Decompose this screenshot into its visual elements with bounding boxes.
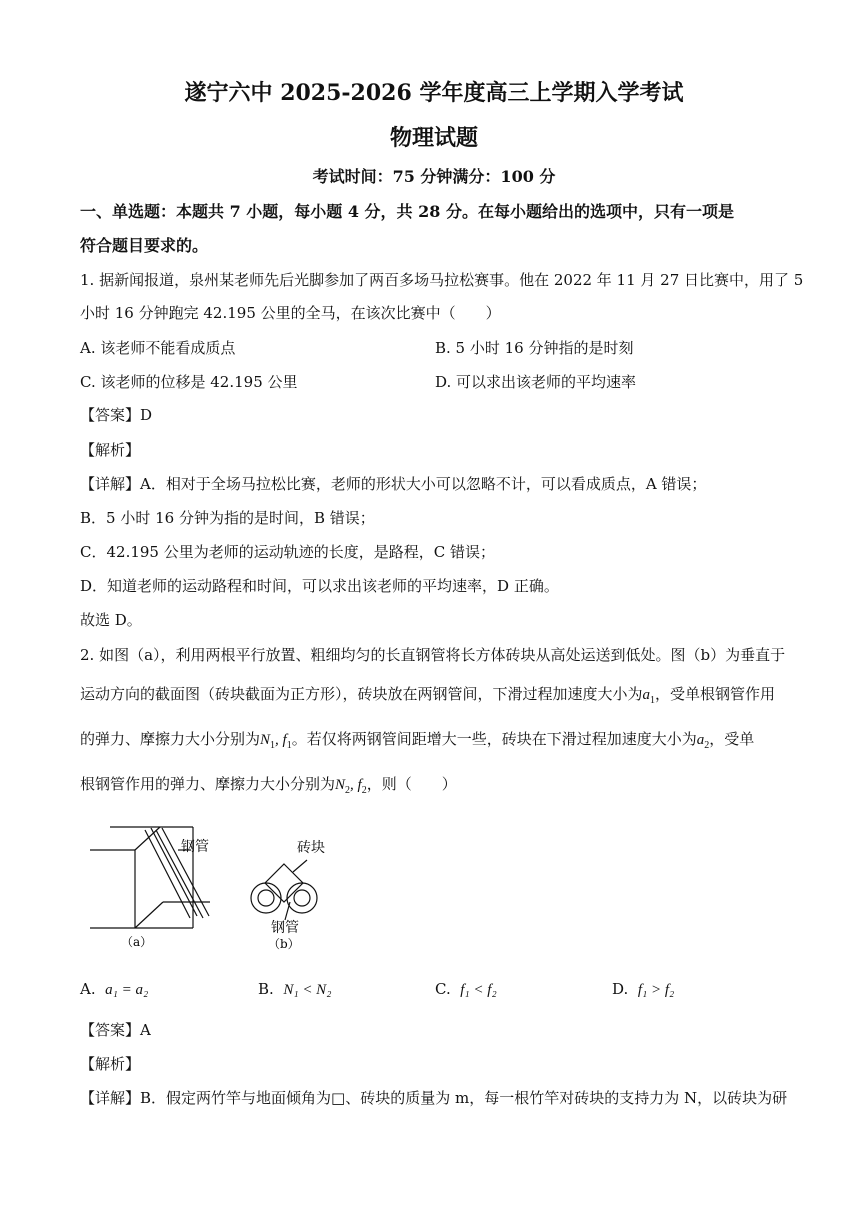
- q2-option-c: C. f₁ < f₂: [435, 980, 497, 998]
- q2-stem: 2. 如图（a），利用两根平行放置、粗细均匀的长直钢管将长方体砖块从高处运送到低处。图（b）为垂直于: [80, 646, 786, 664]
- exam-title: 遂宁六中 2025-2026 学年度高三上学期入学考试: [184, 80, 684, 106]
- q2-option-b: B. N₁ < N₂: [258, 980, 332, 998]
- q1-detail-d: D．知道老师的运动路程和时间，可以求出该老师的平均速率，D 正确。: [80, 577, 559, 595]
- q2-answer: 【答案】A: [80, 1021, 151, 1039]
- figure-b-label-bottom: 钢管: [271, 920, 299, 936]
- q2-stem-text: 的弹力、摩擦力大小分别为: [80, 730, 261, 748]
- q1-option-c: C. 该老师的位移是 42.195 公里: [80, 373, 298, 391]
- q2-stem-line2: [80, 683, 775, 706]
- subject-title: 物理试题: [389, 125, 478, 151]
- figure-b-caption: （b）: [268, 937, 300, 951]
- figure-b-drawing: [251, 860, 317, 920]
- q2-stem-text: ，受单: [709, 730, 755, 748]
- q2-stem-text: ，受单根钢管作用: [655, 685, 776, 703]
- q1-analysis: 【解析】: [80, 441, 141, 459]
- symbol-a1: $a_1$: [642, 687, 656, 706]
- symbol-n1-f1: $N_1$, $f_1$: [260, 732, 292, 751]
- q1-detail-b: B．5 小时 16 分钟为指的是时间，B 错误；: [80, 509, 375, 527]
- q1-option-b: B. 5 小时 16 分钟指的是时刻: [435, 339, 634, 357]
- q1-answer: 【答案】D: [80, 406, 153, 424]
- section-heading: 一、单选题：本题共 7 小题，每小题 4 分，共 28 分。在每小题给出的选项中，只有一项是: [80, 202, 734, 221]
- q2-stem-text: ，则（ ）: [366, 775, 457, 793]
- q2-stem-line3: [80, 728, 754, 751]
- section-heading-cont: 符合题目要求的。: [80, 236, 209, 255]
- q2-stem-line4: [80, 773, 457, 796]
- q2-analysis: 【解析】: [80, 1055, 141, 1073]
- q2-figure: [85, 820, 345, 960]
- figure-b-label-top: 砖块: [297, 840, 325, 856]
- q1-detail-a: 【详解】A．相对于全场马拉松比赛，老师的形状大小可以忽略不计，可以看成质点，A 错误；: [80, 475, 707, 493]
- q2-stem-text: 。若仅将两钢管间距增大一些，砖块在下滑过程加速度大小为: [291, 730, 697, 748]
- exam-info: 考试时间：75 分钟满分：100 分: [312, 167, 556, 186]
- q1-stem-cont: 小时 16 分钟跑完 42.195 公里的全马，在该次比赛中（ ）: [80, 304, 501, 322]
- q1-stem: 1. 据新闻报道，泉州某老师先后光脚参加了两百多场马拉松赛事。他在 2022 年 11 月 27 日比赛中，用了 5: [80, 271, 804, 289]
- figure-a-label: 钢管: [181, 839, 209, 855]
- q2-option-d: D. f₁ > f₂: [612, 980, 675, 998]
- q2-detail: 【详解】B．假定两竹竿与地面倾角为□、砖块的质量为 m，每一根竹竿对砖块的支持力为 N，以砖块为研: [80, 1089, 788, 1107]
- q1-conclusion: 故选 D。: [80, 611, 142, 629]
- q1-detail-c: C．42.195 公里为老师的运动轨迹的长度，是路程，C 错误；: [80, 543, 495, 561]
- q1-option-a: A. 该老师不能看成质点: [80, 339, 236, 357]
- q2-stem-text: 根钢管作用的弹力、摩擦力大小分别为: [80, 775, 336, 793]
- symbol-a2: $a_2$: [696, 732, 710, 751]
- q2-stem-text: 运动方向的截面图（砖块截面为正方形），砖块放在两钢管间，下滑过程加速度大小为: [80, 685, 643, 703]
- symbol-n2-f2: $N_2$, $f_2$: [335, 777, 367, 796]
- q1-option-d: D. 可以求出该老师的平均速率: [435, 373, 637, 391]
- figure-a-caption: （a）: [121, 935, 153, 949]
- q2-option-a: A. a₁ = a₂: [80, 980, 149, 998]
